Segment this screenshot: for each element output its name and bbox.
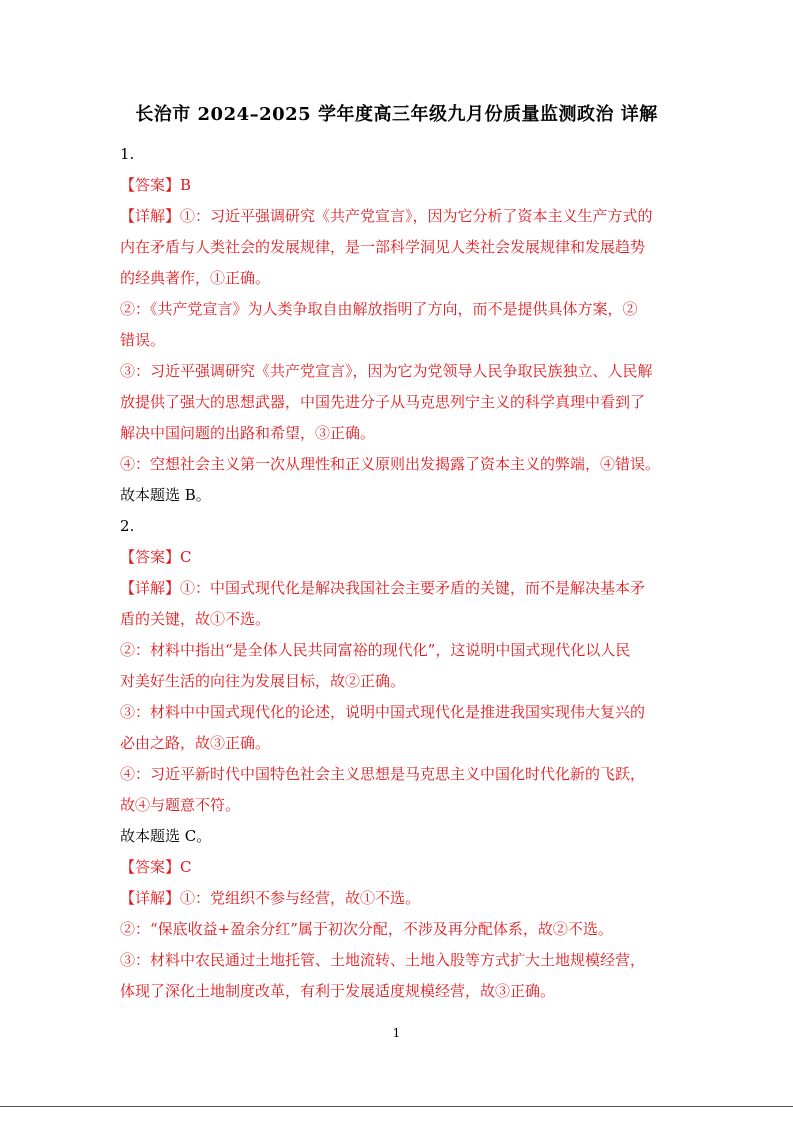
answer-line: 【答案】B bbox=[120, 176, 192, 194]
explanation-line: 体现了深化土地制度改革，有利于发展适度规模经营，故③正确。 bbox=[120, 982, 556, 1000]
explanation-line: 【详解】①：习近平强调研究《共产党宣言》，因为它分析了资本主义生产方式的 bbox=[120, 207, 653, 225]
explanation-line: ③：材料中中国式现代化的论述，说明中国式现代化是推进我国实现伟大复兴的 bbox=[120, 703, 646, 721]
explanation-line: 放提供了强大的思想武器，中国先进分子从马克思列宁主义的科学真理中看到了 bbox=[120, 393, 646, 411]
explanation-line: 必由之路，故③正确。 bbox=[120, 734, 271, 752]
answer-line: 【答案】C bbox=[120, 548, 192, 566]
explanation-line: 错误。 bbox=[120, 331, 166, 349]
explanation-line: ②：《共产党宣言》为人类争取自由解放指明了方向，而不是提供具体方案，② bbox=[120, 300, 638, 318]
question-number: 1. bbox=[120, 145, 135, 163]
explanation-line: 内在矛盾与人类社会的发展规律，是一部科学洞见人类社会发展规律和发展趋势 bbox=[120, 238, 646, 256]
explanation-line: ④：空想社会主义第一次从理性和正义原则出发揭露了资本主义的弊端，④错误。 bbox=[120, 455, 661, 473]
conclusion-line: 故本题选 B。 bbox=[120, 486, 211, 504]
conclusion-line: 故本题选 C。 bbox=[120, 827, 212, 845]
answer-line: 【答案】C bbox=[120, 858, 192, 876]
explanation-line: ②：“保底收益+盈余分红”属于初次分配，不涉及再分配体系，故②不选。 bbox=[120, 920, 613, 938]
question-number: 2. bbox=[120, 517, 135, 535]
explanation-line: 对美好生活的向往为发展目标，故②正确。 bbox=[120, 672, 406, 690]
explanation-line: ④：习近平新时代中国特色社会主义思想是马克思主义中国化时代化新的飞跃， bbox=[120, 765, 646, 783]
explanation-line: 【详解】①：党组织不参与经营，故①不选。 bbox=[120, 889, 421, 907]
explanation-line: ③：材料中农民通过土地托管、土地流转、土地入股等方式扩大土地规模经营， bbox=[120, 951, 646, 969]
page-bottom-divider bbox=[0, 1106, 793, 1107]
explanation-line: 盾的关键，故①不选。 bbox=[120, 610, 271, 628]
explanation-line: ②：材料中指出“是全体人民共同富裕的现代化”，这说明中国式现代化以人民 bbox=[120, 641, 631, 659]
explanation-line: 【详解】①：中国式现代化是解决我国社会主要矛盾的关键，而不是解决基本矛 bbox=[120, 579, 646, 597]
document-title: 长治市 2024–2025 学年度高三年级九月份质量监测政治 详解 bbox=[135, 104, 658, 125]
explanation-line: 故④与题意不符。 bbox=[120, 796, 241, 814]
page-number: 1 bbox=[392, 1026, 401, 1040]
explanation-line: 解决中国问题的出路和希望，③正确。 bbox=[120, 424, 376, 442]
explanation-line: 的经典著作，①正确。 bbox=[120, 269, 271, 287]
explanation-line: ③：习近平强调研究《共产党宣言》，因为它为党领导人民争取民族独立、人民解 bbox=[120, 362, 653, 380]
